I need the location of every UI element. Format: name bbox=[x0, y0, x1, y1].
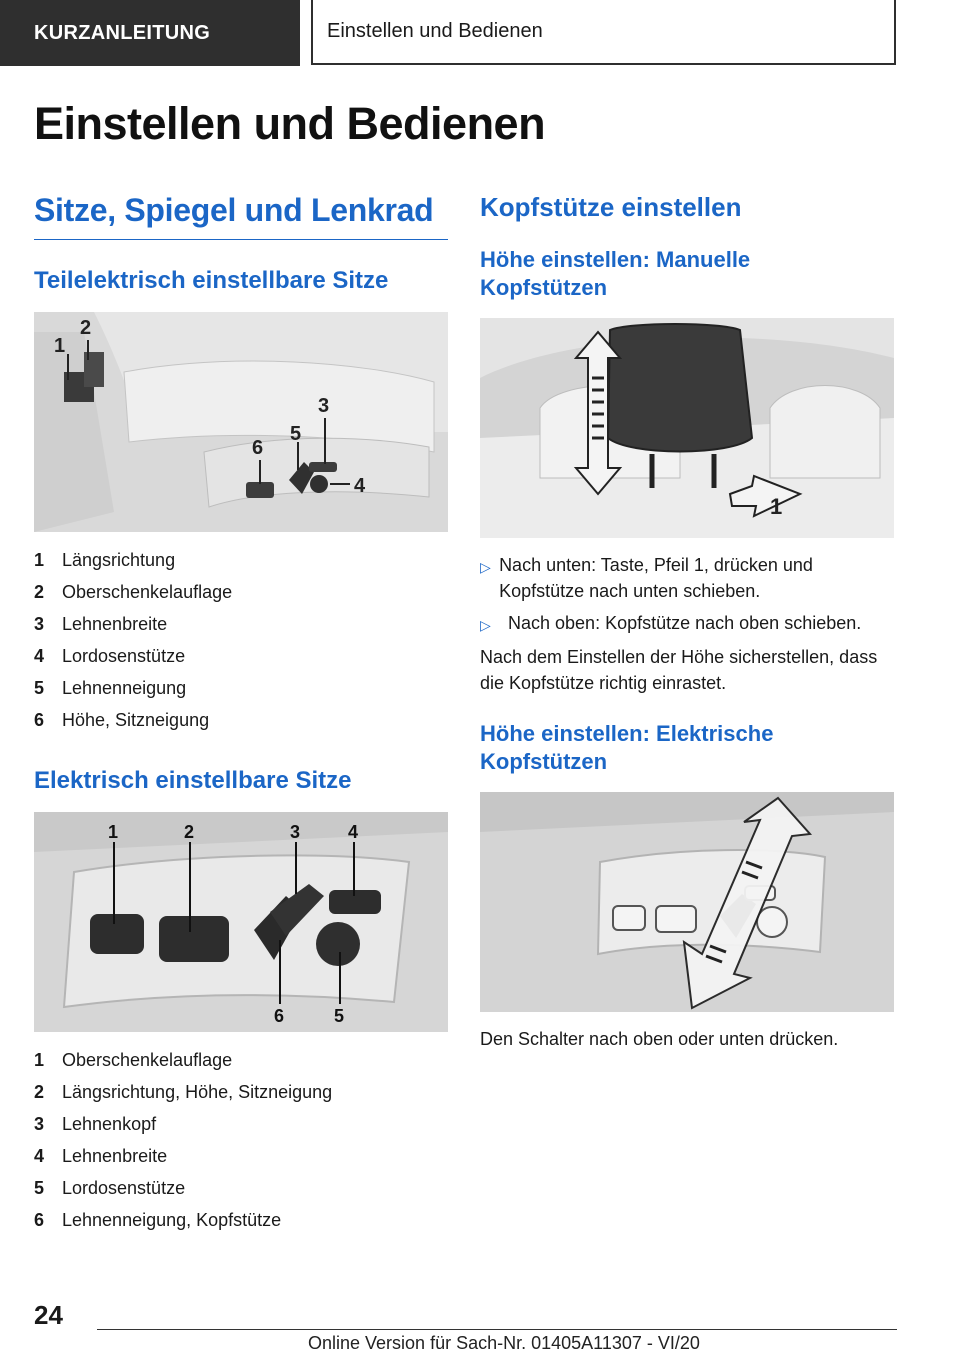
item-text: Lordosenstütze bbox=[62, 646, 186, 666]
partial-seat-legend bbox=[34, 544, 448, 736]
footer-divider bbox=[97, 1329, 897, 1330]
item-text: Lehnenneigung, Kopfstütze bbox=[62, 1210, 282, 1230]
step-text: Nach unten: Taste, Pfeil 1, drücken und Kopfstütze nach unten schieben. bbox=[499, 555, 813, 601]
list-item bbox=[480, 552, 894, 604]
electric-headrest-figure bbox=[480, 792, 894, 1012]
list-item bbox=[480, 610, 894, 638]
item-number: 4 bbox=[34, 1146, 45, 1166]
list-item bbox=[34, 1140, 448, 1172]
list-item bbox=[34, 608, 448, 640]
manual-headrest-steps bbox=[480, 552, 894, 638]
list-item bbox=[34, 640, 448, 672]
footer-version: Online Version für Sach-Nr. 01405A11307 - VI/20 bbox=[308, 1333, 700, 1353]
item-text: Lehnenneigung bbox=[62, 678, 187, 698]
left-column bbox=[34, 188, 448, 1236]
section-tab: KURZANLEITUNG bbox=[0, 0, 300, 66]
partial-callout-2: 2 bbox=[80, 317, 92, 339]
list-item bbox=[34, 544, 448, 576]
electric-headrest-title: Höhe einstellen: Elektrische Kopfstützen bbox=[480, 721, 774, 774]
partial-callout-3: 3 bbox=[318, 395, 330, 417]
list-item bbox=[34, 1172, 448, 1204]
electric-seats-title: Elektrisch einstellbare Sitze bbox=[34, 767, 352, 794]
electric-seat-figure bbox=[34, 812, 448, 1032]
item-text: Oberschenkelauflage bbox=[62, 1050, 233, 1070]
list-item bbox=[34, 1044, 448, 1076]
partial-electric-seats-title: Teilelektrisch einstellbare Sitze bbox=[34, 267, 389, 294]
item-text: Lehnenbreite bbox=[62, 1146, 168, 1166]
item-number: 6 bbox=[34, 710, 45, 730]
item-text: Lehnenkopf bbox=[62, 1114, 157, 1134]
headrest-heading: Kopfstütze einstellen bbox=[480, 192, 742, 222]
triangle-bullet-icon: ▷ bbox=[480, 559, 491, 575]
partial-callout-5: 5 bbox=[290, 423, 302, 445]
item-number: 6 bbox=[34, 1210, 45, 1230]
item-number: 1 bbox=[34, 1050, 45, 1070]
right-column bbox=[480, 188, 894, 1052]
electric-seat-legend bbox=[34, 1044, 448, 1236]
item-text: Längsrichtung, Höhe, Sitzneigung bbox=[62, 1082, 333, 1102]
item-text: Oberschenkelauflage bbox=[62, 582, 233, 602]
electric-callout-3: 3 bbox=[290, 822, 301, 842]
list-item bbox=[34, 1076, 448, 1108]
chapter-tab: Einstellen und Bedienen bbox=[311, 0, 896, 65]
partial-callout-6: 6 bbox=[252, 437, 264, 459]
item-number: 5 bbox=[34, 678, 45, 698]
item-text: Lordosenstütze bbox=[62, 1178, 186, 1198]
page-title: Einstellen und Bedienen bbox=[34, 98, 546, 149]
electric-headrest-note: Den Schalter nach oben oder unten drücken. bbox=[480, 1029, 839, 1049]
manual-headrest-figure bbox=[480, 318, 894, 538]
manual-headrest-title: Höhe einstellen: Manuelle Kopfstützen bbox=[480, 247, 751, 300]
item-number: 4 bbox=[34, 646, 45, 666]
list-item bbox=[34, 704, 448, 736]
electric-callout-5: 5 bbox=[334, 1006, 345, 1026]
headrest-callout-1: 1 bbox=[770, 494, 783, 519]
item-text: Längsrichtung bbox=[62, 550, 176, 570]
triangle-bullet-icon: ▷ bbox=[480, 617, 491, 633]
item-text: Lehnenbreite bbox=[62, 614, 168, 634]
manual-headrest-note: Nach dem Einstellen der Höhe sicherstellen, dass die Kopfstütze richtig einrastet. bbox=[480, 647, 878, 693]
page-header bbox=[0, 0, 960, 66]
item-number: 2 bbox=[34, 582, 45, 602]
electric-callout-6: 6 bbox=[274, 1006, 285, 1026]
section-heading-seats: Sitze, Spiegel und Lenkrad bbox=[34, 188, 448, 240]
partial-callout-1: 1 bbox=[54, 335, 66, 357]
item-number: 3 bbox=[34, 1114, 45, 1134]
electric-callout-1: 1 bbox=[108, 822, 119, 842]
partial-callout-4: 4 bbox=[354, 475, 366, 497]
item-number: 3 bbox=[34, 614, 45, 634]
step-text: Nach oben: Kopfstütze nach oben schieben. bbox=[508, 613, 862, 633]
list-item bbox=[34, 1108, 448, 1140]
list-item bbox=[34, 672, 448, 704]
list-item bbox=[34, 1204, 448, 1236]
partial-seat-figure bbox=[34, 312, 448, 532]
item-number: 5 bbox=[34, 1178, 45, 1198]
electric-callout-4: 4 bbox=[348, 822, 359, 842]
list-item bbox=[34, 576, 448, 608]
item-number: 1 bbox=[34, 550, 45, 570]
electric-callout-2: 2 bbox=[184, 822, 195, 842]
item-text: Höhe, Sitzneigung bbox=[62, 710, 210, 730]
page-number: 24 bbox=[34, 1300, 63, 1330]
item-number: 2 bbox=[34, 1082, 45, 1102]
